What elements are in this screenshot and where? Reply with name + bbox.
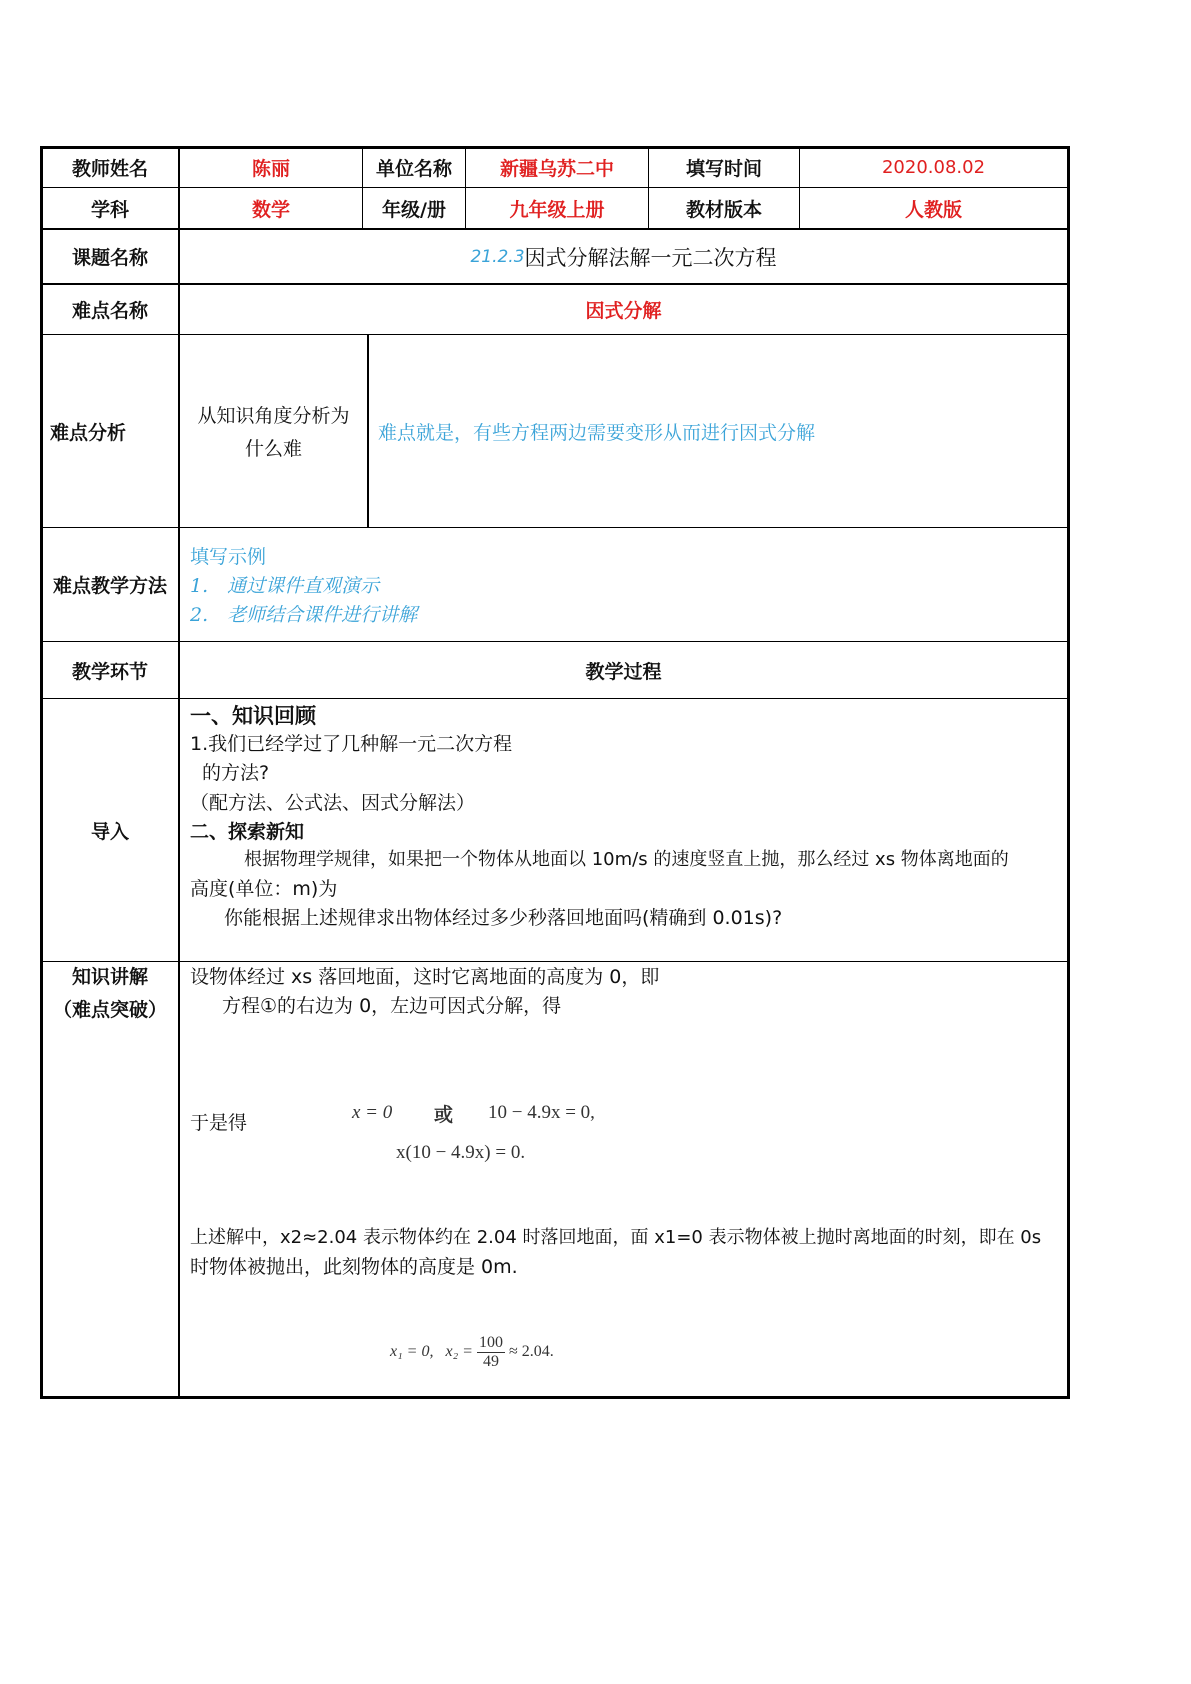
difficulty-label: 难点名称 [71, 300, 148, 322]
method-label: 难点教学方法 [52, 575, 167, 597]
topic-number: 21.2.3 [470, 246, 525, 267]
method-item-2: 2. 老师结合课件进行讲解 [190, 604, 418, 626]
analysis-content: 难点就是，有些方程两边需要变形从而进行因式分解 [378, 422, 816, 444]
knowledge-explain-line2: 时物体被抛出，此刻物体的高度是 0m. [190, 1256, 518, 1278]
intro-paragraph-line2: 高度(单位：m)为 [190, 878, 338, 900]
topic-title [180, 230, 1067, 283]
solution-x2: x₂ = [445, 1342, 473, 1360]
unit-value: 新疆乌苏二中 [499, 158, 614, 180]
table-border-bottom [40, 1396, 1070, 1399]
subject-label: 学科 [90, 198, 129, 221]
knowledge-label-line1: 知识讲解 [71, 966, 148, 988]
analysis-sublabel-line1: 从知识角度分析为 [197, 405, 350, 427]
intro-q1-answer: （配方法、公式法、因式分解法） [190, 792, 476, 814]
analysis-sublabel [180, 335, 367, 527]
knowledge-label [42, 962, 178, 1022]
method-example-title: 填写示例 [190, 546, 267, 568]
equation-factored: x(10 − 4.9x) = 0. [396, 1142, 526, 1163]
solution-denominator: 49 [482, 1352, 499, 1370]
intro-label: 导入 [90, 820, 129, 843]
process-stage-label: 教学环节 [71, 660, 148, 683]
intro-q1-line1: 1.我们已经学过了几种解一元二次方程 [190, 733, 513, 755]
intro-paragraph-line1: 根据物理学规律，如果把一个物体从地面以 10m/s 的速度竖直上抛，那么经过 xs 物体离地面的 [244, 849, 1009, 870]
difficulty-value: 因式分解 [585, 300, 662, 322]
edition-value: 人教版 [904, 198, 962, 221]
process-title: 教学过程 [585, 660, 662, 683]
equation-linear-factor: 10 − 4.9x = 0, [488, 1102, 595, 1123]
grade-label: 年级/册 [382, 198, 446, 221]
topic-label: 课题名称 [71, 247, 148, 269]
knowledge-explain-line1: 上述解中，x2≈2.04 表示物体约在 2.04 时落回地面，面 x1=0 表示物体被上抛时离地面的时刻，即在 0s [190, 1227, 1042, 1248]
col-divider [367, 334, 369, 528]
solution-x1: x₁ = 0, [390, 1342, 434, 1360]
teacher-value: 陈丽 [251, 158, 290, 180]
knowledge-line1: 设物体经过 xs 落回地面，这时它离地面的高度为 0，即 [190, 966, 660, 988]
knowledge-line2: 方程①的右边为 0，左边可因式分解，得 [222, 995, 562, 1017]
date-label: 填写时间 [685, 158, 762, 180]
equation-or: 或 [434, 1104, 454, 1126]
row-divider [40, 698, 1070, 699]
intro-question: 你能根据上述规律求出物体经过多少秒落回地面吗(精确到 0.01s)? [224, 907, 783, 929]
row-divider [40, 961, 1070, 962]
analysis-sublabel-line2: 什么难 [244, 438, 302, 460]
solution-approx: ≈ 2.04. [508, 1342, 554, 1360]
grade-value: 九年级上册 [509, 198, 605, 221]
analysis-label: 难点分析 [50, 421, 127, 444]
row-divider [40, 527, 1070, 528]
solution-line [390, 1334, 554, 1370]
intro-q1-line2: 的方法? [202, 762, 270, 784]
topic-name: 因式分解法解一元二次方程 [524, 245, 777, 270]
knowledge-so-text: 于是得 [190, 1112, 248, 1134]
solution-numerator: 100 [478, 1334, 503, 1351]
solution-fraction [477, 1334, 505, 1370]
unit-label: 单位名称 [375, 158, 452, 180]
knowledge-label-line2: （难点突破） [52, 999, 167, 1021]
teacher-label: 教师姓名 [71, 158, 148, 180]
intro-section1-title: 一、知识回顾 [190, 704, 316, 728]
date-value: 2020.08.02 [881, 157, 986, 178]
method-item-1: 1. 通过课件直观演示 [190, 575, 380, 597]
subject-value: 数学 [251, 198, 290, 221]
edition-label: 教材版本 [685, 198, 762, 221]
intro-section2-title: 二、探索新知 [190, 821, 305, 843]
equation-x-zero: x = 0 [352, 1102, 393, 1123]
